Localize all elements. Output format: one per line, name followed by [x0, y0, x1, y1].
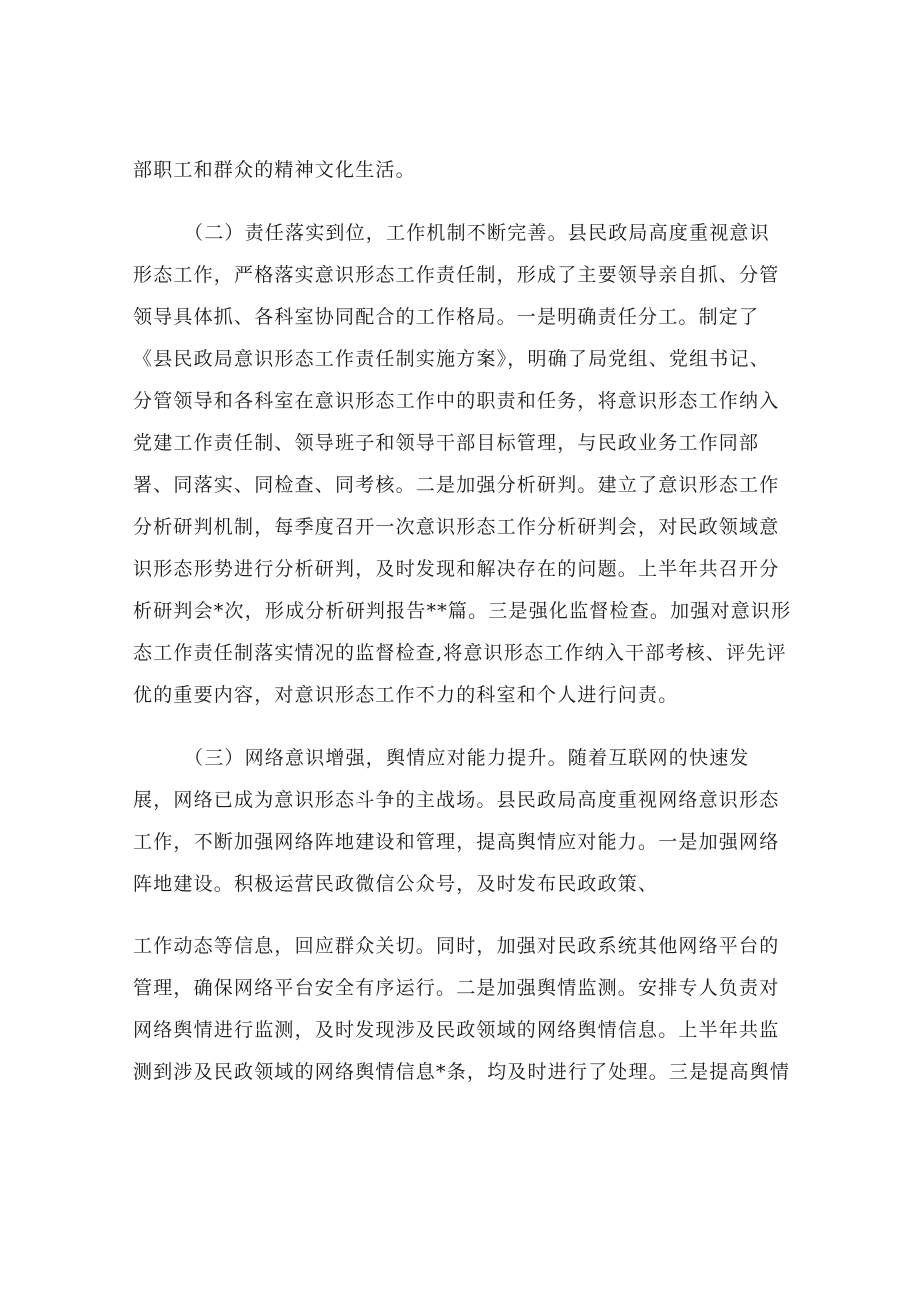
text-line: 分管领导和各科室在意识形态工作中的职责和任务，将意识形态工作纳入 [133, 390, 780, 412]
text-line: 署、同落实、同检查、同考核。二是加强分析研判。建立了意识形态工作 [133, 474, 780, 496]
text-line: 展，网络已成为意识形态斗争的主战场。县民政局高度重视网络意识形态 [133, 789, 780, 811]
text-line: 部职工和群众的精神文化生活。 [133, 159, 416, 181]
text-line: 领导具体抓、各科室协同配合的工作格局。一是明确责任分工。制定了 [133, 306, 760, 328]
text-line: 分析研判机制，每季度召开一次意识形态工作分析研判会，对民政领域意 [133, 516, 780, 538]
text-line: 管理，确保网络平台安全有序运行。二是加强舆情监测。安排专人负责对 [133, 977, 780, 999]
text-line: 析研判会*次，形成分析研判报告**篇。三是强化监督检查。加强对意识形 [133, 600, 792, 622]
text-line: 党建工作责任制、领导班子和领导干部目标管理，与民政业务工作同部 [133, 432, 760, 454]
text-line: 《县民政局意识形态工作责任制实施方案》，明确了局党组、党组书记、 [133, 348, 770, 370]
text-line: 态工作责任制落实情况的监督检查,将意识形态工作纳入干部考核、评先评 [133, 642, 787, 664]
text-line: 网络舆情进行监测，及时发现涉及民政领域的网络舆情信息。上半年共监 [133, 1019, 780, 1041]
text-line: 工作动态等信息，回应群众关切。同时，加强对民政系统其他网络平台的 [133, 935, 780, 957]
text-line: 识形态形势进行分析研判，及时发现和解决存在的问题。上半年共召开分 [133, 558, 780, 580]
text-line: （二）责任落实到位，工作机制不断完善。县民政局高度重视意识 [184, 222, 770, 244]
text-line: （三）网络意识增强，舆情应对能力提升。随着互联网的快速发 [184, 747, 750, 769]
text-line: 工作，不断加强网络阵地建设和管理，提高舆情应对能力。一是加强网络 [133, 831, 780, 853]
text-line: 优的重要内容，对意识形态工作不力的科室和个人进行问责。 [133, 684, 679, 706]
text-line: 形态工作，严格落实意识形态工作责任制，形成了主要领导亲自抓、分管 [133, 264, 780, 286]
text-line: 阵地建设。积极运营民政微信公众号，及时发布民政政策、 [133, 873, 659, 895]
text-line: 测到涉及民政领域的网络舆情信息*条，均及时进行了处理。三是提高舆情 [133, 1061, 791, 1083]
